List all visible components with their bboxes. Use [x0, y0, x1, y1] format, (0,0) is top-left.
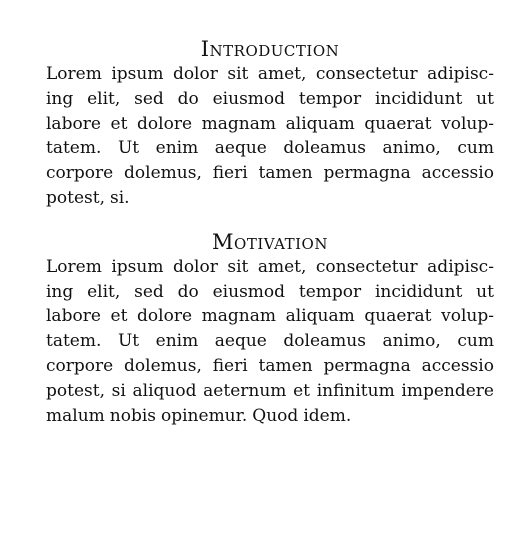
- word: ut: [476, 88, 494, 109]
- paragraph-line: [46, 186, 494, 211]
- word: do: [177, 88, 199, 109]
- word: incididunt: [375, 281, 463, 302]
- word: Ut: [117, 138, 140, 159]
- word: enim: [155, 331, 199, 352]
- word: aeque: [214, 331, 267, 352]
- word: tatem.: [46, 138, 102, 159]
- word: fieri: [212, 163, 248, 184]
- word: accessio: [421, 355, 494, 376]
- word: cum: [457, 138, 494, 159]
- word: incididunt: [375, 88, 463, 109]
- word: ing: [46, 281, 74, 302]
- word: idem.: [303, 405, 352, 426]
- motivation-paragraph: [46, 255, 494, 429]
- word: Lorem: [46, 256, 102, 277]
- word: ing: [46, 88, 74, 109]
- word: permagna: [323, 163, 411, 184]
- word: doleamus: [283, 138, 366, 159]
- word: adipisc-: [427, 256, 494, 277]
- paragraph-line: [46, 379, 494, 404]
- word: impendere: [401, 380, 494, 401]
- word: animo,: [382, 138, 441, 159]
- word: tamen: [258, 355, 313, 376]
- word: labore: [46, 113, 101, 134]
- word: si: [111, 380, 126, 401]
- word: Ut: [117, 331, 140, 352]
- word: amet,: [257, 64, 307, 84]
- word: animo,: [382, 331, 441, 352]
- word: do: [177, 281, 199, 302]
- word: opinemur.: [161, 405, 248, 426]
- word: et: [110, 113, 128, 134]
- paragraph-line: [46, 87, 494, 112]
- introduction-paragraph: [46, 62, 494, 211]
- word: aeque: [214, 138, 267, 159]
- word: sit: [227, 256, 249, 277]
- paragraph-line: [46, 404, 494, 429]
- paragraph-line: [46, 329, 494, 354]
- paragraph-line: [46, 112, 494, 137]
- word: quaerat: [364, 306, 432, 327]
- section-heading-introduction: Introduction: [200, 37, 340, 61]
- word: tamen: [258, 163, 313, 184]
- word: amet,: [257, 256, 307, 277]
- paragraph-line: [46, 255, 494, 280]
- word: Lorem: [46, 64, 102, 84]
- word: magnam: [201, 113, 276, 134]
- word: sit: [227, 64, 249, 84]
- word: doleamus: [283, 331, 366, 352]
- word: corpore: [46, 355, 114, 376]
- document-page: [46, 36, 494, 428]
- word: labore: [46, 306, 101, 327]
- word: cum: [457, 331, 494, 352]
- word: magnam: [201, 306, 276, 327]
- word: aliquod: [132, 380, 197, 401]
- word: infinitum: [316, 380, 395, 401]
- word: dolemus,: [124, 163, 202, 184]
- word: volup-: [441, 306, 494, 327]
- word: elit,: [87, 88, 121, 109]
- word: aeternum: [203, 380, 287, 401]
- word: elit,: [87, 281, 121, 302]
- word: sed: [134, 88, 164, 109]
- word: aliquam: [285, 306, 355, 327]
- word: corpore: [46, 163, 114, 184]
- word: si.: [109, 187, 130, 208]
- word: consectetur: [315, 64, 418, 84]
- paragraph-line: [46, 354, 494, 379]
- word: volup-: [441, 113, 494, 134]
- word: ipsum: [111, 64, 164, 84]
- word: dolemus,: [124, 355, 202, 376]
- word: Quod: [252, 405, 299, 426]
- word: enim: [155, 138, 199, 159]
- word: et: [110, 306, 128, 327]
- word: malum: [46, 405, 105, 426]
- paragraph-line: [46, 136, 494, 161]
- word: nobis: [109, 405, 156, 426]
- word: potest,: [46, 187, 105, 208]
- word: tempor: [298, 281, 362, 302]
- word: dolore: [137, 113, 193, 134]
- word: dolor: [172, 64, 218, 84]
- word: accessio: [421, 163, 494, 184]
- section-spacer: [46, 211, 494, 229]
- word: eiusmod: [212, 88, 286, 109]
- section-heading-motivation: Motivation: [212, 229, 328, 254]
- word: quaerat: [364, 113, 432, 134]
- word: permagna: [323, 355, 411, 376]
- word: potest,: [46, 380, 105, 401]
- word: et: [293, 380, 310, 401]
- paragraph-line: [46, 304, 494, 329]
- word: ipsum: [111, 256, 164, 277]
- word: fieri: [212, 355, 248, 376]
- word: dolor: [172, 256, 218, 277]
- word: dolore: [137, 306, 193, 327]
- word: tatem.: [46, 331, 102, 352]
- word: ut: [476, 281, 494, 302]
- paragraph-line: [46, 280, 494, 305]
- word: tempor: [298, 88, 362, 109]
- word: aliquam: [285, 113, 355, 134]
- word: consectetur: [315, 256, 418, 277]
- paragraph-line: [46, 62, 494, 87]
- word: adipisc-: [427, 64, 494, 84]
- word: sed: [134, 281, 164, 302]
- word: eiusmod: [212, 281, 286, 302]
- paragraph-line: [46, 161, 494, 186]
